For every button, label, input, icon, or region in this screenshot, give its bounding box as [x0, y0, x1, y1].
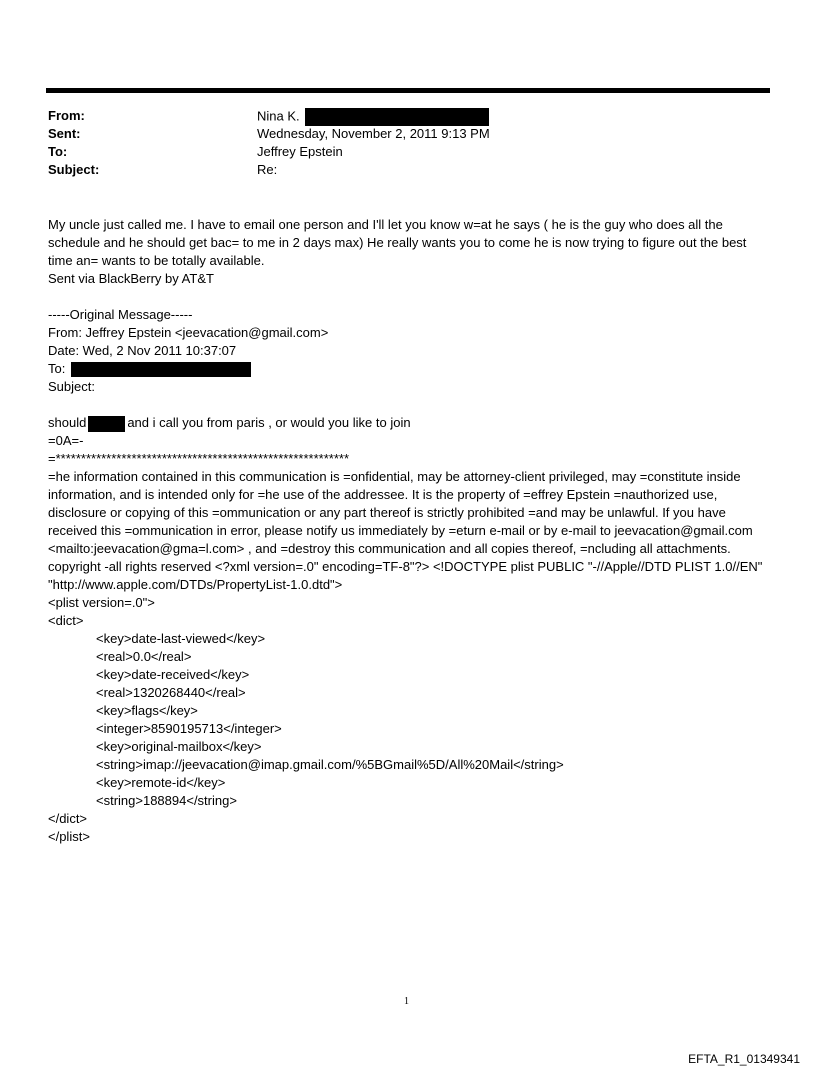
page-number: 1	[404, 996, 409, 1007]
dict-line: <string>188894</string>	[96, 793, 237, 808]
dict-line: <key>remote-id</key>	[96, 775, 226, 790]
stars-line: =**********************************************************	[48, 451, 350, 466]
code-line: =0A=-	[48, 433, 84, 448]
dict-line: <string>imap://jeevacation@imap.gmail.com/%5BGmail%5D/All%20Mail</string>	[96, 757, 564, 772]
original-should-line	[48, 414, 770, 432]
dict-open: <dict>	[48, 613, 84, 628]
message-paragraph: My uncle just called me. I have to email one person and I'll let you know w=at he says ( he is the guy who does all the schedule and he should get bac= to me in 2 days max) He really wants you to come he is now trying to figure out the best time an= wants to be totally available.	[48, 217, 747, 268]
original-to	[48, 360, 770, 378]
spacer	[48, 396, 770, 414]
subject-label: Subject:	[48, 162, 100, 177]
original-to-label: To:	[48, 361, 66, 376]
disclaimer: =he information contained in this communication is =onfidential, may be attorney-client privileged, may =constitute inside information, and is intended only for =he use of the addressee. It is the property of =effrey Epstein =nauthorized use, disclosure or copying of this =ommunication or any part thereof is strictly prohibited =and may be unlawful. If you have received this =ommunication in error, please notify us immediately by =eturn e-mail or by e-mail to jeevacation@gmail.com <mailto:jeevacation@gma=l.com> , and =destroy this communication and all copies thereof, =ncluding all attachments. copyright -all rights reserved <?xml version=.0" encoding=TF-8"?> <!DOCTYPE plist PUBLIC "-//Apple//DTD PLIST 1.0//EN" "http://www.apple.com/DTDs/PropertyList-1.0.dtd">	[48, 469, 763, 592]
should-suffix: and i call you from paris , or would you like to join	[127, 415, 411, 430]
dict-line: <integer>8590195713</integer>	[96, 721, 282, 736]
dict-line: <key>date-last-viewed</key>	[96, 631, 266, 646]
from-name: Nina K.	[257, 108, 300, 124]
sent-value: Wednesday, November 2, 2011 9:13 PM	[257, 126, 490, 141]
sent-label: Sent:	[48, 126, 81, 141]
dict-line: <real>0.0</real>	[96, 649, 192, 664]
spacer	[48, 288, 770, 306]
plist-close: </plist>	[48, 829, 90, 844]
dict-line: <key>original-mailbox</key>	[96, 739, 262, 754]
original-from: From: Jeffrey Epstein <jeevacation@gmail.com>	[48, 325, 329, 340]
to-value: Jeffrey Epstein	[257, 144, 343, 159]
header-rule	[46, 88, 770, 93]
message-body	[48, 216, 770, 846]
original-date: Date: Wed, 2 Nov 2011 10:37:07	[48, 343, 237, 358]
plist-open: <plist version=.0">	[48, 595, 155, 610]
original-subject: Subject:	[48, 379, 95, 394]
dict-line: <key>date-received</key>	[96, 667, 250, 682]
to-label: To:	[48, 144, 68, 159]
document-id: EFTA_R1_01349341	[688, 1052, 800, 1066]
dict-close: </dict>	[48, 811, 88, 826]
dict-line: <key>flags</key>	[96, 703, 198, 718]
redaction-block	[71, 362, 251, 377]
dict-line: <real>1320268440</real>	[96, 685, 246, 700]
should-prefix: should	[48, 415, 87, 430]
redaction-block	[88, 416, 125, 432]
subject-value: Re:	[257, 162, 278, 177]
original-divider: -----Original Message-----	[48, 307, 193, 322]
from-value	[257, 108, 489, 126]
from-label: From:	[48, 108, 85, 123]
redaction-block	[305, 108, 489, 126]
signature: Sent via BlackBerry by AT&T	[48, 271, 214, 286]
